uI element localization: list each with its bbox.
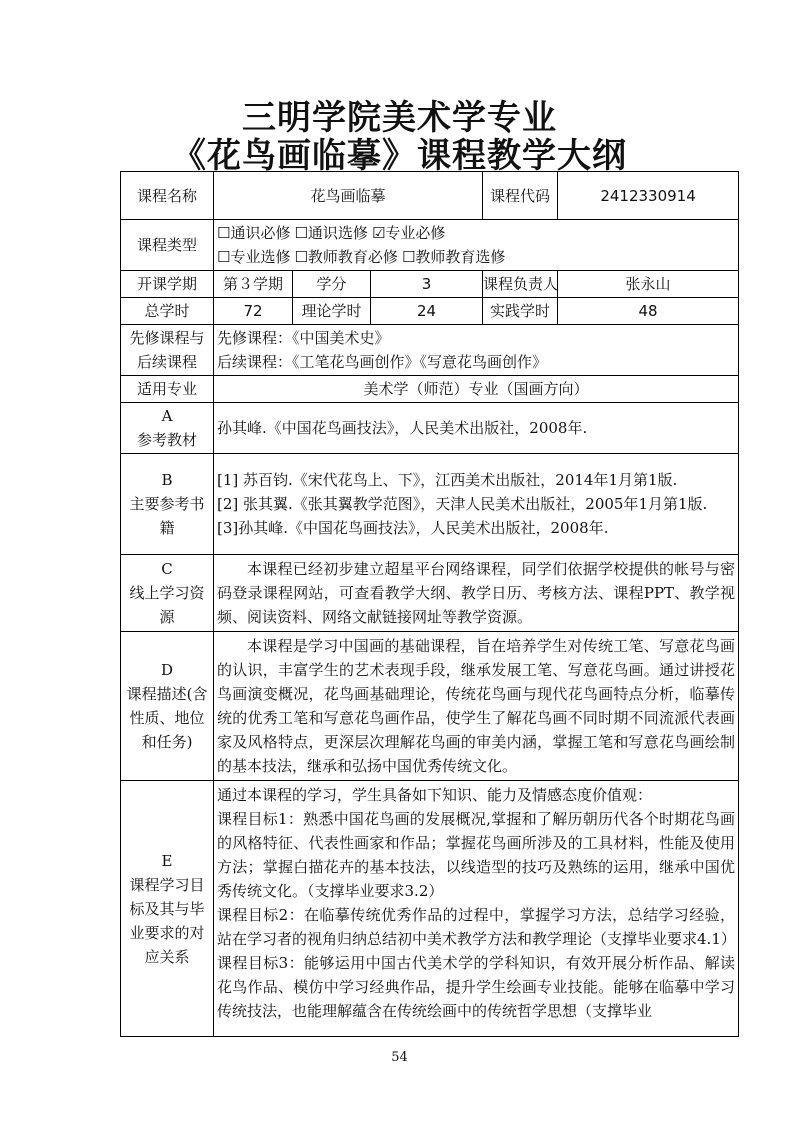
course-type-label: 教师教育选修 — [415, 248, 506, 266]
course-type-option — [217, 248, 290, 266]
unchecked-box-icon: ☐ — [217, 248, 231, 266]
course-type-label: 专业选修 — [230, 248, 291, 266]
row-textbook — [121, 403, 739, 454]
value-total-hours: 72 — [214, 298, 293, 325]
course-type-label: 通识必修 — [230, 224, 291, 242]
document-title-line2: 《花鸟画临摹》课程教学大纲 — [172, 136, 627, 176]
label-credit: 学分 — [293, 271, 371, 298]
unchecked-box-icon: ☐ — [401, 248, 416, 266]
label-references: B 主要参考书籍 — [121, 454, 214, 555]
label-course-type: 课程类型 — [121, 220, 214, 271]
label-semester: 开课学期 — [121, 271, 214, 298]
row-references — [121, 454, 739, 555]
course-type-option — [217, 224, 290, 242]
goals-intro: 通过本课程的学习，学生具备如下知识、能力及情感态度价值观： — [217, 786, 653, 804]
label-online-resources: C 线上学习资源 — [121, 555, 214, 632]
row-description — [121, 632, 739, 781]
syllabus-table — [120, 171, 739, 1037]
value-theory-hours: 24 — [371, 298, 483, 325]
course-type-option — [372, 224, 445, 242]
value-major: 美术学（师范）专业（国画方向） — [214, 376, 739, 403]
label-major: 适用专业 — [121, 376, 214, 403]
reference-2: [2] 张其翼.《张其翼教学范图》，天津人民美术出版社，2005年1月第1版. — [217, 495, 708, 513]
course-type-option — [294, 248, 397, 266]
course-type-label: 专业必修 — [385, 224, 446, 242]
row-hours — [121, 298, 739, 325]
prereq-after: 后续课程：《工笔花鸟画创作》《写意花鸟画创作》 — [217, 353, 548, 371]
value-prereq — [214, 325, 739, 376]
course-type-label: 通识选修 — [307, 224, 368, 242]
row-major — [121, 376, 739, 403]
course-type-options — [214, 220, 739, 271]
value-course-name: 花鸟画临摹 — [214, 172, 483, 220]
unchecked-box-icon: ☐ — [217, 224, 231, 242]
course-type-option — [294, 224, 367, 242]
course-type-option — [402, 248, 505, 266]
goal-1: 课程目标1：熟悉中国花鸟画的发展概况,掌握和了解历朝历代各个时期花鸟画的风格特征、代表性画家和作品；掌握花鸟画所涉及的工具材料，性能及使用方法；掌握白描花卉的基本技法，以线造型的技巧及熟练的运用，继承中国优秀传统文化。（支撑毕业要求3.2） — [217, 810, 736, 900]
goal-3: 课程目标3：能够运用中国古代美术学的学科知识，有效开展分析作品、解读花鸟作品、模仿中学习经典作品，提升学生绘画专业技能。能够在临摹中学习传统技法，也能理解蕴含在传统绘画中的传统哲学思想（支撑毕业 — [217, 954, 736, 1020]
value-goals — [214, 781, 739, 1037]
value-textbook: 孙其峰.《中国花鸟画技法》，人民美术出版社，2008年. — [214, 403, 739, 454]
row-semester — [121, 271, 739, 298]
document-title-line1: 三明学院美术学专业 — [242, 98, 557, 138]
value-owner: 张永山 — [558, 271, 739, 298]
label-theory-hours: 理论学时 — [293, 298, 371, 325]
value-semester: 第３学期 — [214, 271, 293, 298]
label-practice-hours: 实践学时 — [483, 298, 558, 325]
value-course-code: 2412330914 — [558, 172, 739, 220]
label-textbook: A 参考教材 — [121, 403, 214, 454]
reference-3: [3]孙其峰.《中国花鸟画技法》，人民美术出版社，2008年. — [217, 519, 609, 537]
value-references — [214, 454, 739, 555]
label-goals: E 课程学习目标及其与毕业要求的对应关系 — [121, 781, 214, 1037]
row-course-name — [121, 172, 739, 220]
page-number: 54 — [391, 1050, 408, 1065]
row-course-type — [121, 220, 739, 271]
unchecked-box-icon: ☐ — [294, 248, 308, 266]
label-owner: 课程负责人 — [483, 271, 558, 298]
label-total-hours: 总学时 — [121, 298, 214, 325]
value-credit: 3 — [371, 271, 483, 298]
row-goals — [121, 781, 739, 1037]
row-prereq — [121, 325, 739, 376]
label-course-code: 课程代码 — [483, 172, 558, 220]
reference-1: [1] 苏百钧.《宋代花鸟上、下》，江西美术出版社，2014年1月第1版. — [217, 471, 678, 489]
course-type-label: 教师教育必修 — [307, 248, 398, 266]
checked-box-icon: ☑ — [371, 224, 386, 242]
value-online-resources: 本课程已经初步建立超星平台网络课程，同学们依据学校提供的帐号与密码登录课程网站，可查看教学大纲、教学日历、考核方法、课程PPT、教学视频、阅读资料、网络文献链接网址等教学资源。 — [214, 555, 739, 632]
unchecked-box-icon: ☐ — [294, 224, 308, 242]
value-description: 本课程是学习中国画的基础课程，旨在培养学生对传统工笔、写意花鸟画的认识，丰富学生的艺术表现手段，继承发展工笔、写意花鸟画。通过讲授花鸟画演变概况，花鸟画基础理论，传统花鸟画与现代花鸟画特点分析，临摹传统的优秀工笔和写意花鸟画作品，使学生了解花鸟画不同时期不同流派代表画家及风格特点，更深层次理解花鸟画的审美内涵，掌握工笔和写意花鸟画绘制的基本技法，继承和弘扬中国优秀传统文化。 — [214, 632, 739, 781]
label-description: D 课程描述(含性质、地位和任务) — [121, 632, 214, 781]
row-online-resources — [121, 555, 739, 632]
label-prereq: 先修课程与后续课程 — [121, 325, 214, 376]
prereq-before: 先修课程：《中国美术史》 — [217, 329, 390, 347]
goal-2: 课程目标2：在临摹传统优秀作品的过程中，掌握学习方法，总结学习经验，站在学习者的视角归纳总结初中美术教学方法和教学理论（支撑毕业要求4.1） — [217, 906, 736, 948]
value-practice-hours: 48 — [558, 298, 739, 325]
label-course-name: 课程名称 — [121, 172, 214, 220]
